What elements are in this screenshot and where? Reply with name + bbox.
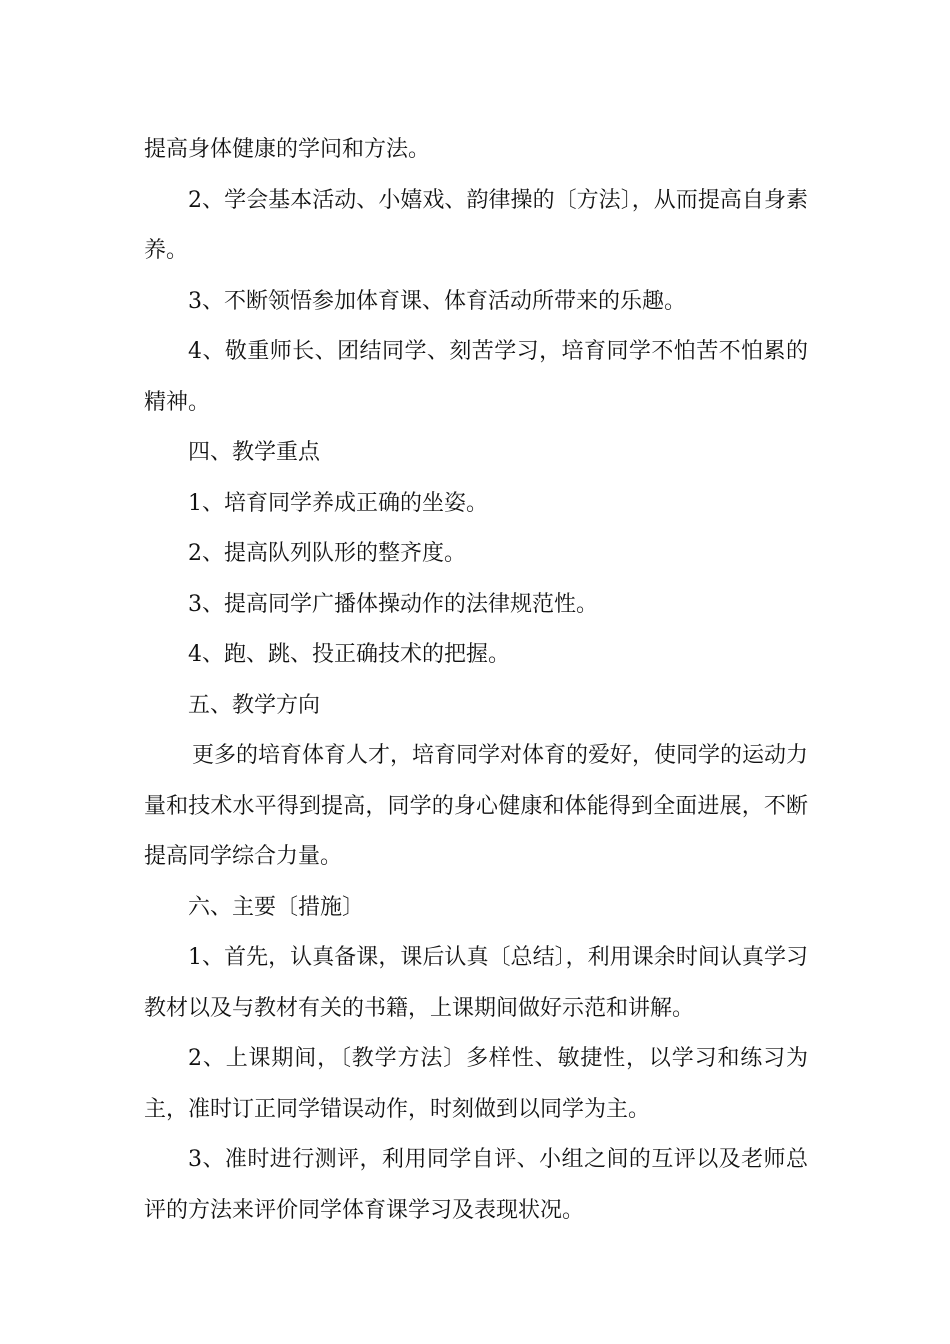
objective-item-4: 4、敬重师长、团结同学、刻苦学习，培育同学不怕苦不怕累的精神。 [144, 339, 808, 415]
document-body [144, 125, 808, 1236]
paragraph-continuation: 提高身体健康的学问和方法。 [144, 137, 431, 162]
objective-item-3: 3、不断领悟参加体育课、体育活动所带来的乐趣。 [188, 288, 686, 314]
measure-item-3: 3、准时进行测评，利用同学自评、小组之间的互评以及老师总评的方法来评价同学体育课学习及表现状况。 [144, 1147, 808, 1223]
measure-item-2: 2、上课期间，〔教学方法〕多样性、敏捷性，以学习和练习为主，准时订正同学错误动作，时刻做到以同学为主。 [144, 1046, 808, 1122]
focus-item-3: 3、提高同学广播体操动作的法律规范性。 [188, 591, 598, 617]
focus-item-4: 4、跑、跳、投正确技术的把握。 [188, 642, 510, 667]
section-heading-main-measures: 六、主要〔措施〕 [188, 894, 365, 920]
direction-paragraph: 更多的培育体育人才，培育同学对体育的爱好，使同学的运动力量和技术水平得到提高，同学的身心健康和体能得到全面进展，不断提高同学综合力量。 [144, 743, 809, 869]
objective-item-2: 2、学会基本活动、小嬉戏、韵律操的〔方法〕，从而提高自身素养。 [144, 187, 808, 263]
focus-item-1: 1、培育同学养成正确的坐姿。 [188, 490, 488, 516]
section-heading-teaching-direction: 五、教学方向 [188, 692, 321, 718]
focus-item-2: 2、提高队列队形的整齐度。 [188, 541, 466, 566]
measure-item-1: 1、首先，认真备课，课后认真〔总结〕，利用课余时间认真学习教材以及与教材有关的书籍，上课期间做好示范和讲解。 [144, 945, 808, 1021]
section-heading-teaching-focus: 四、教学重点 [188, 440, 321, 465]
